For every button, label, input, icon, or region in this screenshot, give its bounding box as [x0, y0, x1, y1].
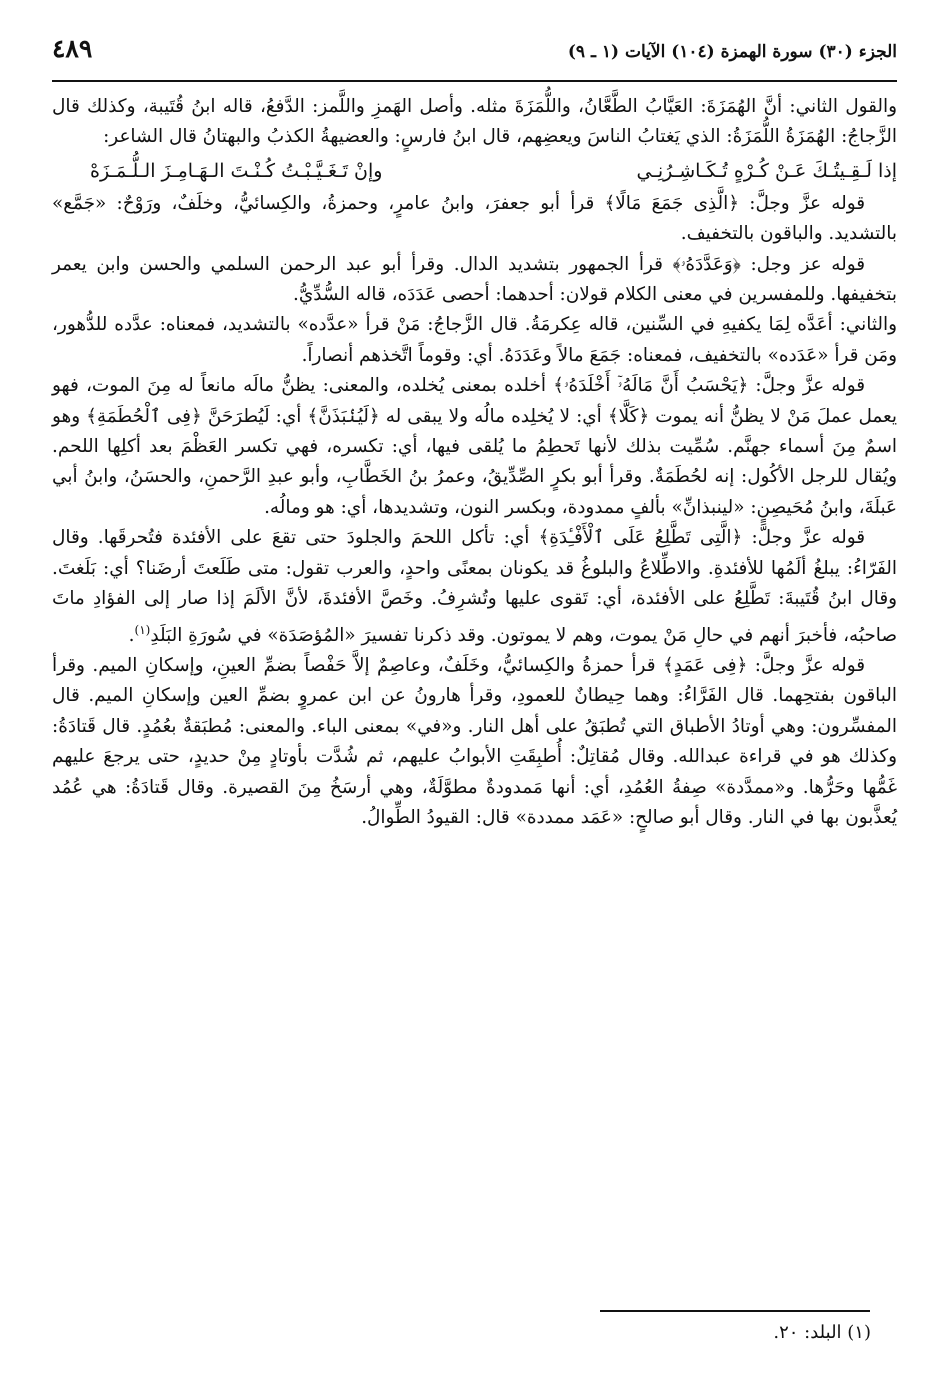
paragraph-text: قوله عزَّ وجلَّ: ﴿الَّتِى تَطَّلِعُ عَلَى ٱلْأَفْـِٔدَةِ﴾ أي: تأكل اللحمَ والجلودَ حتى تقعَ على الأفئدة فتُحرقَها. وقال الفَرّاءُ: يبلغُ ألَمُها للأفئدةِ. والاطِّلاعُ والبلوغُ قد يكونان بمعنًى واحدٍ، والعرب تقول: متى طَلَعتَ أرضَنا؟ أي: بَلَغتَ. وقال ابنُ قُتَيبةَ: تَطَّلِعُ على الأفئدة، أي: تَقوى عليها وتُشرِفُ. وخَصَّ الأفئدةَ، لأنَّ الألَمَ إذا صار إلى الفؤادِ ماتَ صاحبُه، فأخبرَ أنهم في حالِ مَنْ يموت، وهم لا يموتون. وقد ذكرنا تفسيرَ «المُؤصَدَة» في سُورَةِ البَلَدِ: [52, 527, 897, 646]
main-text: [52, 92, 897, 833]
page-number: ٤٨٩: [52, 34, 93, 63]
paragraph: قوله عزَّ وجلَّ: ﴿فِى عَمَدٍ﴾ قرأ حمزةُ والكِسائيُّ، وخَلَفٌ، وعاصِمٌ إلاَّ حَفْصاً بضمِّ العينِ، وإسكانِ الميم. وقرأ الباقون بفتحِهما. قال الفَرَّاءُ: وهما حِيطانٌ للعمودِ، وقرأ هارونُ عن ابن عمروٍ بضمِّ العين وإسكانِ الميم. قال المفسِّرون: وهي أوتادُ الأطباق التي تُطبَقُ على أهل النار. و«في» بمعنى الباء. والمعنى: مُطبَقةٌ بعُمُدٍ. قال قَتادَةُ: وكذلك هو في قراءة عبدالله. وقال مُقاتِلٌ: أُطبِقَتِ الأبوابُ عليهم، ثم شُدَّت بأوتادٍ مِنْ حديدٍ، حتى يرجعَ عليهم غَمُّها وحَرُّها. و«ممدَّدة» صِفةُ العُمُدِ، أي: أنها مَمدودةٌ مطوَّلَةٌ، وهي أرسَخُ مِنَ القصيرة. وقال قَتادَةُ: هي عُمُد يُعذَّبون بها في النار. وقال أبو صالحٍ: «عَمَد ممددة» قال: القيودُ الطِّوالُ.: [52, 655, 897, 829]
header-title: الجزء (٣٠) سورة الهمزة (١٠٤) الآيات (١ ـ ٩): [567, 42, 897, 62]
paragraph: والقول الثاني: أنَّ الهُمَزَةَ: العَيَّابُ الطَّعَّانُ، واللُّمَزَةَ مثله. وأصل الهَمزِ واللَّمز: الدَّفعُ، قاله ابنُ قُتَيبة، وكذلك قال الزَّجاجُ: الهُمَزَةُ اللُّمَزَةُ: الذي يَغتابُ الناسَ ويعضِهم، قال ابنُ فارسٍ: والعضيهةُ الكذبُ والبهتانُ قال الشاعر:: [52, 96, 897, 148]
paragraph: قوله عز وجل: ﴿وَعَدَّدَهُۥ﴾ قرأ الجمهور بتشديد الدال. وقرأ أبو عبد الرحمن السلمي والحسن وابن يعمر بتخفيفها. وللمفسرين في معنى الكلام قولان: أحدهما: أحصى عَدَدَه، قاله السُّدِّيُّ.: [52, 253, 897, 306]
footnote: (١) البلد: ٢٠.: [773, 1322, 871, 1343]
footnote-separator: [600, 1310, 870, 1312]
footnote-reference: (١): [134, 622, 151, 637]
paragraph: قوله عزَّ وجلَّ: ﴿الَّذِى جَمَعَ مَالًا﴾ قرأ أبو جعفرَ، وابنُ عامرٍ، وحمزةُ، والكِسائيُّ، وخلَفٌ، ورَوْحٌ: «جَمَّع» بالتشديد. والباقون بالتخفيف.: [52, 192, 897, 245]
paragraph: والثاني: أعَدَّه لِمَا يكفيهِ في السِّنين، قاله عِكرمَةُ. قال الزَّجاجُ: مَنْ قرأ «عدَّده» بالتشديد، فمعناه: عدَّده للدُّهور، ومَن قرأ «عَدَده» بالتخفيف، فمعناه: جَمَعَ مالاً وعَدَدَهُ. أي: وقوماً اتَّخذهم أنصاراً.: [52, 314, 897, 366]
poetry-verse: [52, 153, 897, 189]
running-header: [52, 34, 897, 74]
verse-second-hemistich: وإنْ تَـغَـيَّـبْـتُ كُـنْـتَ الـهَـامِـزَ الـلُّـمَـزَهْ: [90, 159, 383, 182]
paragraph: قوله عزَّ وجلَّ: ﴿الَّتِى تَطَّلِعُ عَلَى ٱلْأَفْـِٔدَةِ﴾ أي: تأكل اللحمَ والجلودَ حتى تقعَ على الأفئدة فتُحرقَها. وقال الفَرّاءُ: يبلغُ ألَمُها للأفئدةِ. والاطِّلاعُ والبلوغُ قد يكونان بمعنًى واحدٍ، والعرب تقول: متى طَلَعتَ أرضَنا؟ أي: بَلَغتَ. وقال ابنُ قُتَيبةَ: تَطَّلِعُ على الأفئدة، أي: تَقوى عليها وتُشرِفُ. وخَصَّ الأفئدةَ، لأنَّ الألَمَ إذا صار إلى الفؤادِ ماتَ صاحبُه، فأخبرَ أنهم في حالِ مَنْ يموت، وهم لا يموتون. وقد ذكرنا تفسيرَ «المُؤصَدَة» في سُورَةِ البَلَدِ$^{(١)}$.: [52, 527, 897, 646]
paragraph: قوله عزَّ وجلَّ: ﴿يَحْسَبُ أَنَّ مَالَهُۥٓ أَخْلَدَهُۥ﴾ أخلده بمعنى يُخلده، والمعنى: يظنُّ مالَه مانعاً له مِنَ الموت، فهو يعمل عملَ مَنْ لا يظنُّ أنه يموت ﴿كَلَّا﴾ أي: لا يُخلِده مالُه ولا يبقى له ﴿لَيُنۢبَذَنَّ﴾ أي: لَيُطرَحَنَّ ﴿فِى ٱلْحُطَمَةِ﴾ وهو اسمٌ مِنَ أسماء جهنَّم. سُمِّيت بذلك لأنها تَحطِمُ ما يُلقى فيها، أي: تكسره، فهي تكسر العَظْمَ بعد أكلِها اللحم. ويُقال للرجل الأكُول: إنه لحُطَمَةٌ. وقرأ أبو بكرٍ الصِّدِّيقُ، وعمرُ بنُ الخَطَّابِ، وأبو عبدِ الرَّحمنِ، والحسَنُ، وابنُ أبي عَبلَةَ، وابنُ مُحَيصِنٍ: «لينبذانِّ» بألفٍ ممدودة، وبكسر النون، وتشديدها، أي: هو ومالُه.: [52, 375, 897, 518]
verse-first-hemistich: إذا لَـقِـيتُـكَ عَـنْ كُـرْهٍ تُـكَـاشِـرُنِـي: [636, 159, 897, 182]
header-rule: [52, 80, 897, 82]
